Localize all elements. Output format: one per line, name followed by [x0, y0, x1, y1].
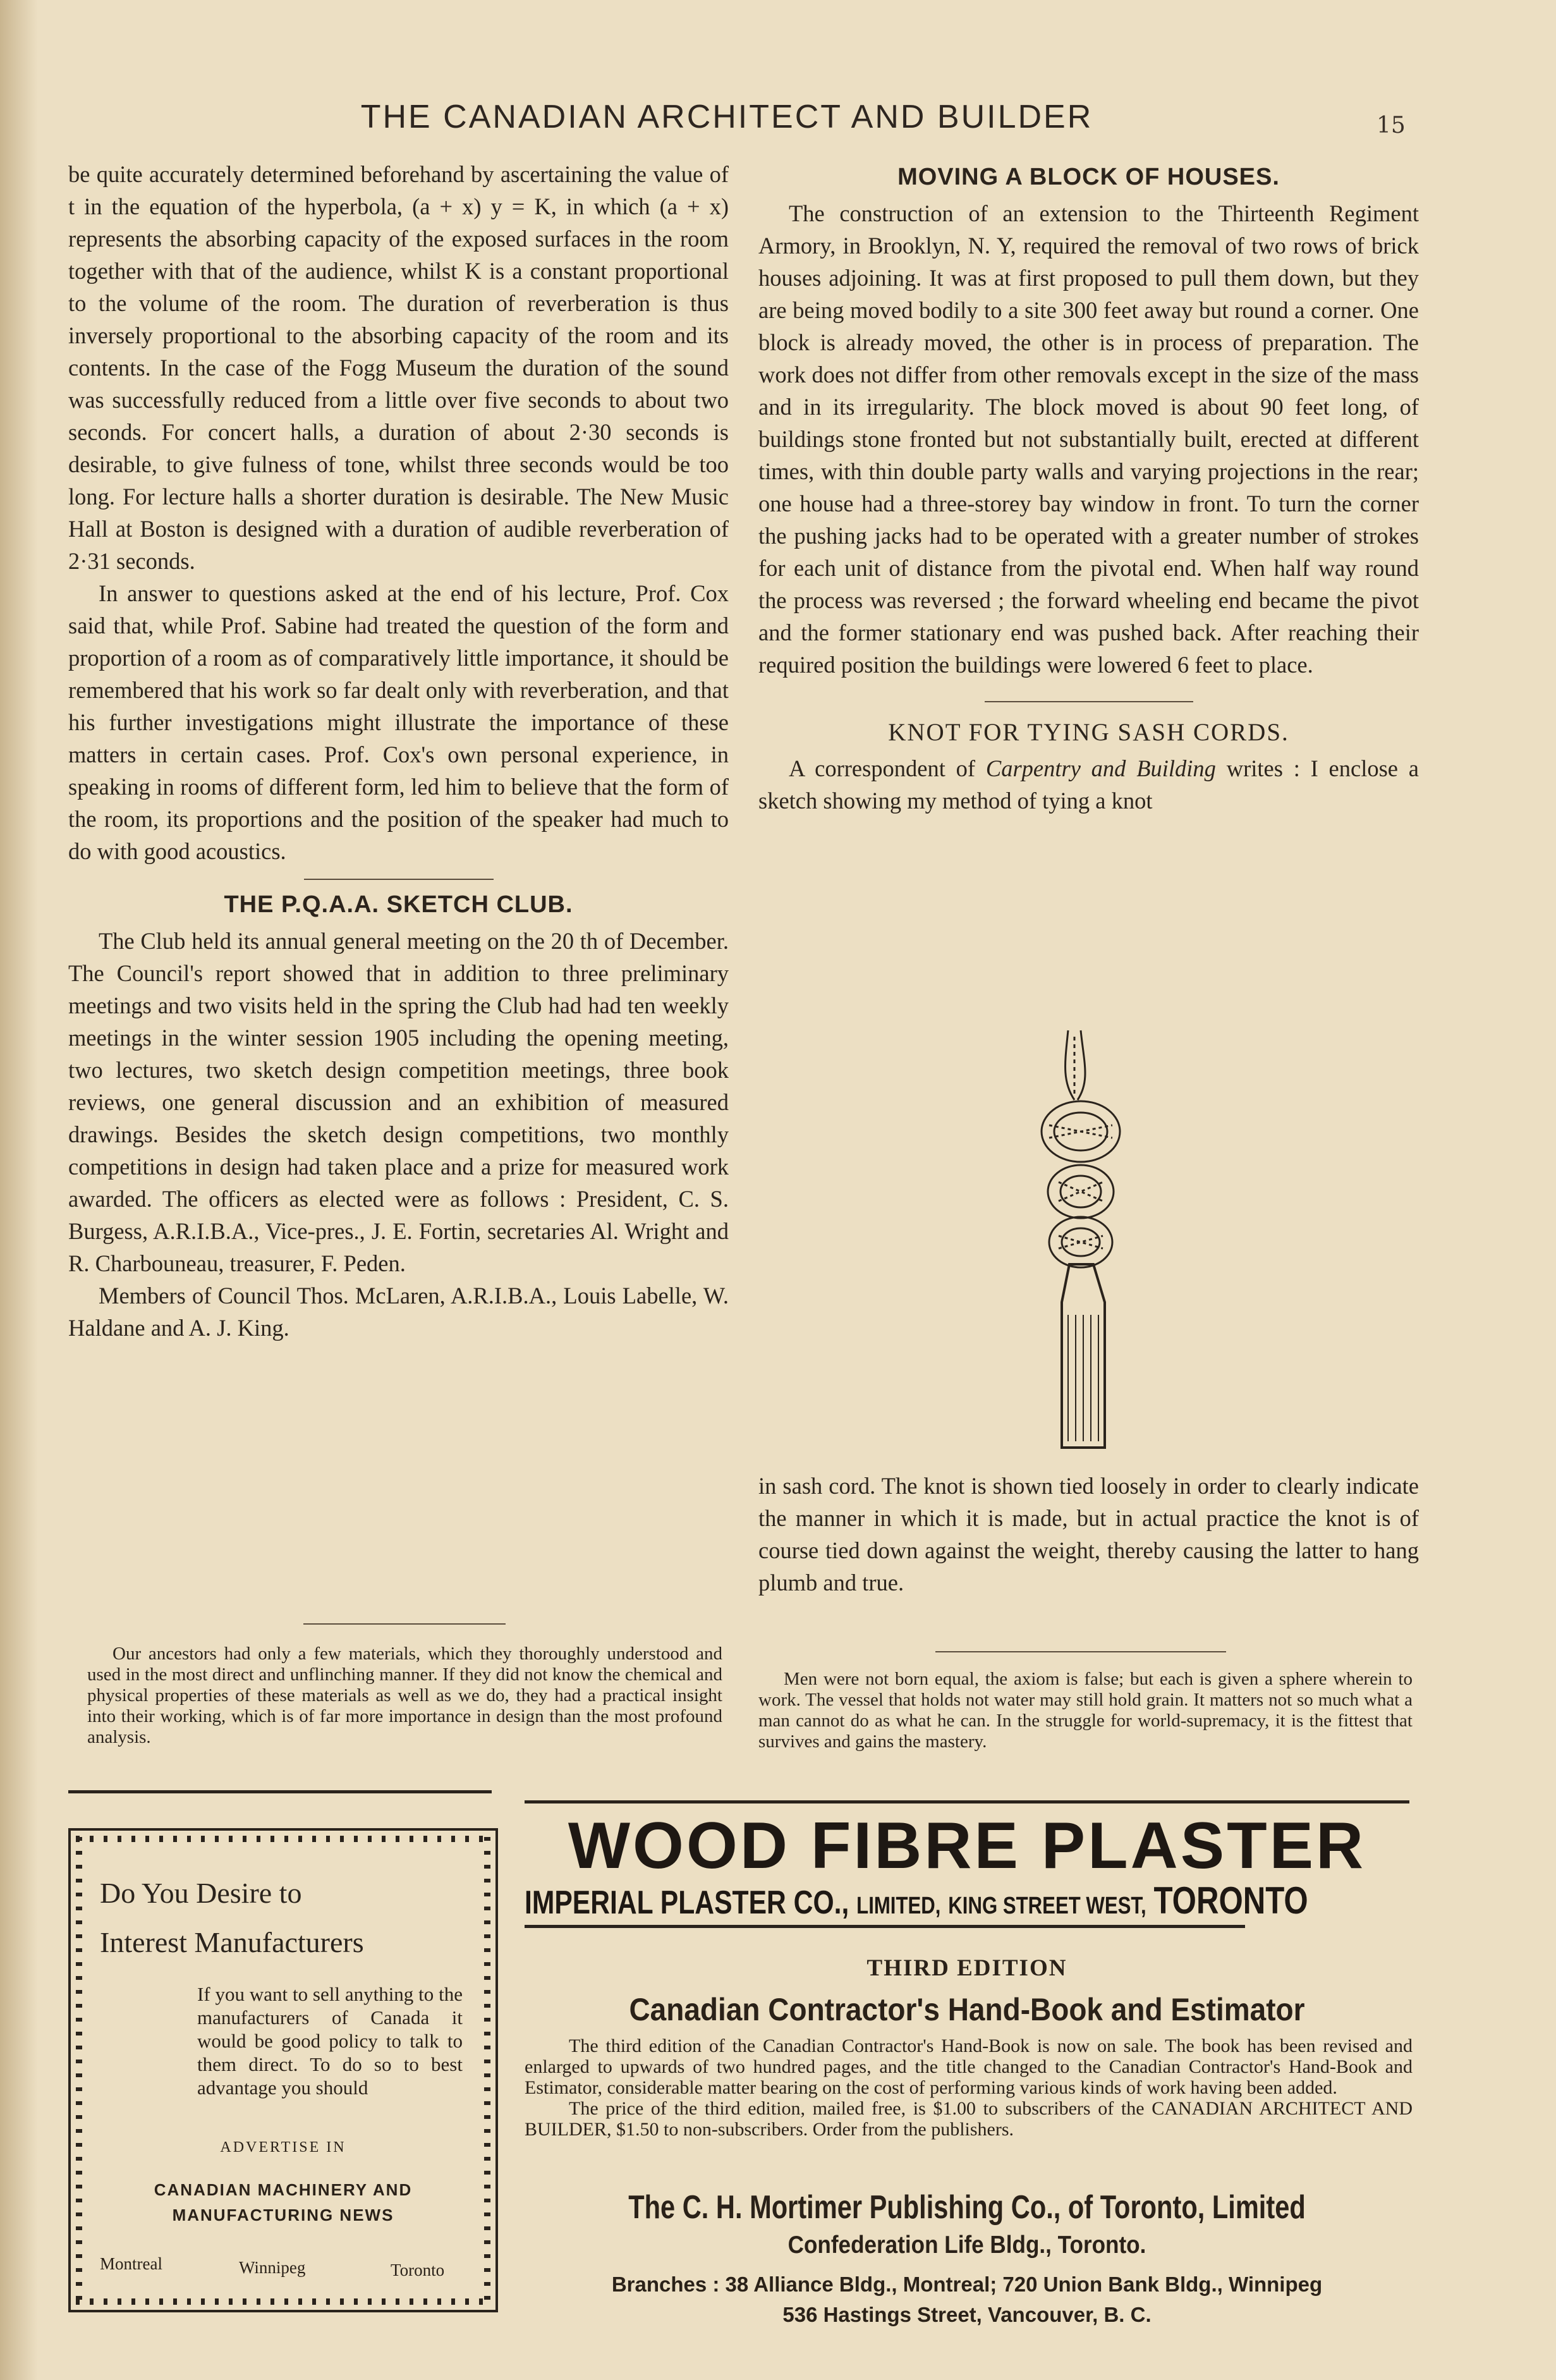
manufacturers-advert-box [68, 1828, 498, 2312]
divider-rule [985, 701, 1193, 702]
sketch-club-title: THE P.Q.A.A. SKETCH CLUB. [224, 891, 573, 918]
city-winnipeg: Winnipeg [239, 2258, 306, 2277]
advert-heading [100, 1869, 364, 1967]
advert-publication-name [71, 2177, 495, 2228]
company-city: TORONTO [1153, 1879, 1308, 1922]
wood-fibre-plaster-title: WOOD FIBRE PLASTER [568, 1809, 1366, 1883]
publication-name-line-2: MANUFACTURING NEWS [172, 2206, 394, 2224]
publication-name-line-1: CANADIAN MACHINERY AND [154, 2180, 413, 2199]
equality-quote [758, 1669, 1413, 1752]
branches-line-2: 536 Hastings Street, Vancouver, B. C. [782, 2303, 1152, 2326]
page-number: 15 [1377, 113, 1406, 138]
advert-heading-line-2: Interest Manufacturers [100, 1926, 364, 1958]
sash-cord-knot-illustration [1024, 1024, 1138, 1454]
city-montreal: Montreal [100, 2254, 162, 2273]
knot-intro [758, 752, 1419, 817]
advert-top-rule [525, 1800, 1409, 1803]
page-header-title: THE CANADIAN ARCHITECT AND BUILDER [360, 99, 1093, 135]
divider-rule [304, 879, 494, 880]
knot-after-column [758, 1470, 1419, 1599]
divider-rule [935, 1651, 1226, 1652]
advertise-in-label: ADVERTISE IN [220, 2139, 346, 2156]
handbook-description [525, 2035, 1413, 2140]
publisher-branches [525, 2269, 1409, 2330]
publisher-address: Confederation Life Bldg., Toronto. [787, 2231, 1146, 2259]
border-ornament [76, 2298, 485, 2305]
knot-intro-b: writes : I enclose a sketch showing my method of tying a knot [758, 755, 1419, 814]
ancestors-quote-text: Our ancestors had only a few materials, which they thoroughly understood and used in the most direct and unflinching manner. If they did not know the chemical and physical properties of these materials as well as we do, they had a practical insight into their working, which is of far more importance in design than the most profound analysis. [87, 1644, 722, 1747]
branches-line-1: Branches : 38 Alliance Bldg., Montreal; 720 Union Bank Bldg., Winnipeg [611, 2273, 1323, 2296]
knot-title: KNOT FOR TYING SASH CORDS. [888, 719, 1289, 746]
advert-heading-line-1: Do You Desire to [100, 1877, 302, 1909]
knot-after-paragraph: in sash cord. The knot is shown tied loosely in order to clearly indicate the manner in which it is made, but in actual practice the knot is of course tied down against the weight, thereby causing the latter to hang plumb and true. [758, 1473, 1419, 1596]
handbook-description-para-2: The price of the third edition, mailed free, is $1.00 to subscribers of the CANADIAN ARCHITECT AND BUILDER, $1.50 to non-subscribers. Order from the publishers. [525, 2098, 1413, 2140]
right-column [758, 161, 1419, 817]
ancestors-quote [87, 1644, 722, 1748]
knot-intro-source: Carpentry and Building [985, 755, 1216, 781]
cox-answer-paragraph: In answer to questions asked at the end of his lecture, Prof. Cox said that, while Prof. Sabine had treated the question of the form and proportion of a room as of comparatively little importance, it should be remembered that his work so far dealt only with reverberation, and that his further investigations might illustrate the importance of these matters in certain cases. Prof. Cox's own personal experience, in speaking in rooms of different form, led him to believe that the form of the room, its proportions and the position of the speaker had much to do with good acoustics. [68, 580, 729, 864]
border-ornament [76, 1836, 485, 1842]
divider-rule [303, 1623, 506, 1625]
border-ornament [76, 1836, 82, 2300]
border-ornament [484, 1836, 490, 2300]
advert-body: If you want to sell anything to the manufacturers of Canada it would be good policy to talk to them direct. To do so to best advantage you should [197, 1983, 463, 2099]
advert-top-rule [68, 1790, 492, 1793]
third-edition-label: THIRD EDITION [866, 1955, 1067, 1981]
imperial-plaster-line [525, 1881, 1406, 1926]
advert-rule [525, 1925, 1245, 1928]
handbook-description-para-1: The third edition of the Canadian Contractor's Hand-Book is now on sale. The book has been revised and enlarged to upwards of two hundred pages, and the title changed to the Canadian Contractor's Hand-Book and Estimator, considerable matter bearing on the cost of performing various kinds of work having been added. [525, 2035, 1413, 2098]
page-edge-shadow [0, 0, 38, 2380]
publisher-name: The C. H. Mortimer Publishing Co., of Toronto, Limited [628, 2189, 1306, 2226]
knot-intro-a: A correspondent of [789, 755, 986, 781]
sketch-club-council: Members of Council Thos. McLaren, A.R.I.B.A., Louis Labelle, W. Haldane and A. J. King. [68, 1283, 729, 1341]
sketch-club-paragraph: The Club held its annual general meeting on the 20 th of December. The Council's report showed that in addition to three preliminary meetings and two visits held in the spring the Club had had ten weekly meetings in the winter session 1905 including the opening meeting, two lectures, two sketch design competition meetings, three book reviews, one general discussion and an exhibition of measured drawings. Besides the sketch design competitions, two monthly competitions in design had taken place and a prize for measured work awarded. The officers as elected were as follows : President, C. S. Burgess, A.R.I.B.A., Vice-pres., J. E. Fortin, secretaries Al. Wright and R. Charbouneau, treasurer, F. Peden. [68, 928, 729, 1276]
moving-houses-title: MOVING A BLOCK OF HOUSES. [897, 164, 1280, 190]
left-column [68, 158, 729, 1344]
company-name: IMPERIAL PLASTER CO., [525, 1884, 849, 1921]
company-limited: LIMITED, [856, 1893, 941, 1919]
city-toronto: Toronto [391, 2261, 445, 2279]
equality-quote-text: Men were not born equal, the axiom is false; but each is given a sphere wherein to work. The vessel that holds not water may still hold grain. It matters not so much what a man cannot do as what he can. In the struggle for world-supremacy, it is the fittest that survives and gains the mastery. [758, 1669, 1413, 1752]
moving-houses-body: The construction of an extension to the Thirteenth Regiment Armory, in Brooklyn, N. Y, required the removal of two rows of brick houses adjoining. It was at first proposed to pull them down, but they are being moved bodily to a site 300 feet away but round a corner. One block is already moved, the other is in process of preparation. The work does not differ from other removals except in the size of the mass and in its irregularity. The block moved is about 90 feet long, of buildings stone fronted but not substantially built, erected at different times, with thin double party walls and varying projections in the rear; one house had a three-storey bay window in front. To turn the corner the pushing jacks had to be operated with a greater number of strokes for each unit of distance from the pivotal end. When half way round the process was reversed ; the forward wheeling end became the pivot and the former stationary end was pushed back. After reaching their required position the buildings were lowered 6 feet to place. [758, 200, 1419, 678]
company-street: KING STREET WEST, [948, 1893, 1146, 1919]
handbook-title: Canadian Contractor's Hand-Book and Estimator [629, 1992, 1305, 2027]
acoustics-continuation: be quite accurately determined beforehand by ascertaining the value of t in the equation of the hyperbola, (a + x) y = K, in which (a + x) represents the absorbing capacity of the exposed surfaces in the room together with that of the audience, whilst K is a constant proportional to the volume of the room. The duration of reverberation is thus inversely proportional to the absorbing capacity of the room and its contents. In the case of the Fogg Museum the duration of the sound was successfully reduced from a little over five seconds to about two seconds. For concert halls, a duration of about 2·30 seconds is desirable, to give fulness of tone, whilst three seconds would be too long. For lecture halls a shorter duration is desirable. The New Music Hall at Boston is designed with a duration of audible reverberation of 2·31 seconds. [68, 161, 729, 574]
